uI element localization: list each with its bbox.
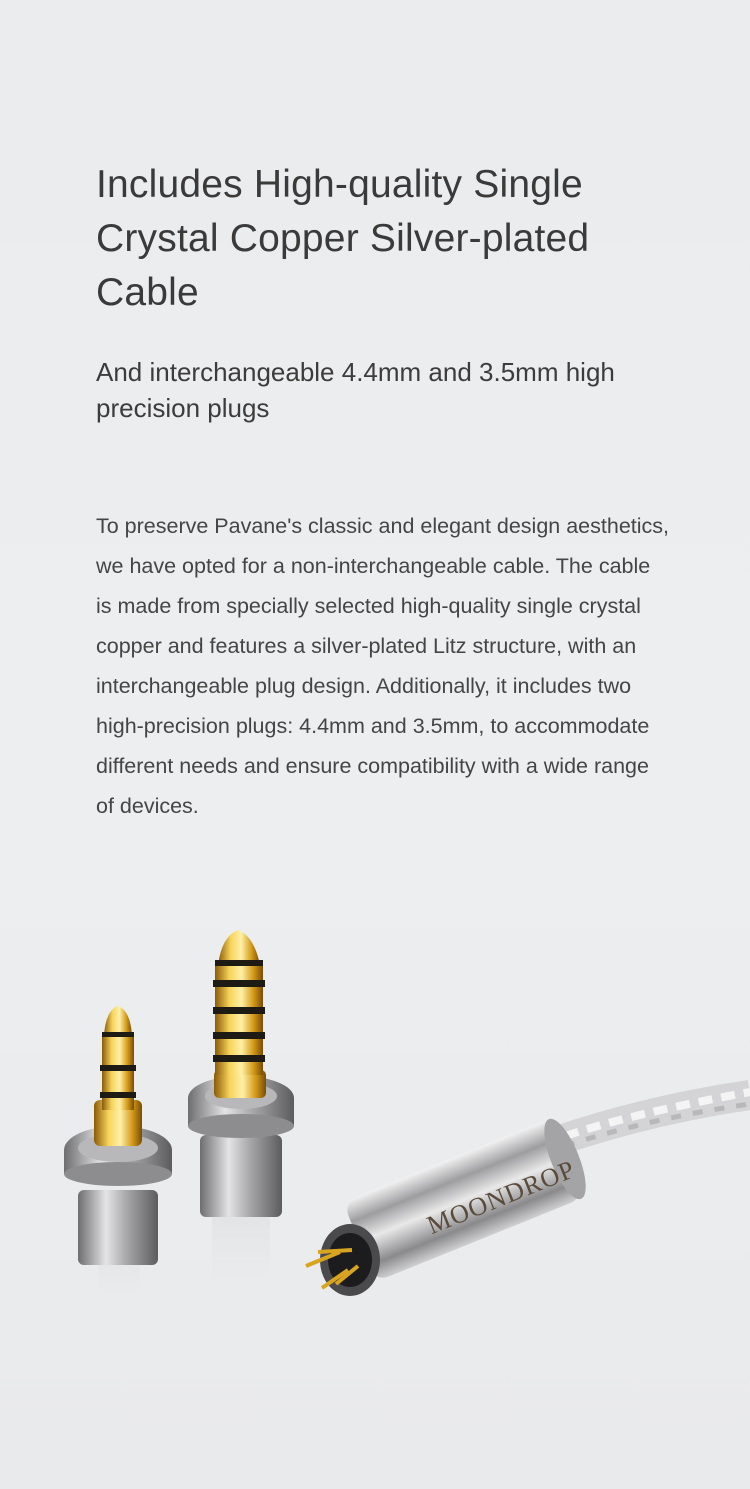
plug-3-5mm	[64, 1006, 172, 1310]
headline: Includes High-quality Single Crystal Copper Silver-plated Cable	[96, 163, 590, 314]
body-copy: To preserve Pavane's classic and elegant design aesthetics, we have opted for a non-interchangeable cable. The cable is made from specially selected high-quality single crystal copper and features a silver-plated Litz structure, with an interchangeable plug design. Additionally, it includes two high-precision plugs: 4.4mm and 3.5mm, to accommodate different needs and ensure compatibility with a wide range of devices.	[96, 514, 669, 818]
subheadline: And interchangeable 4.4mm and 3.5mm high precision plugs	[96, 357, 615, 423]
text-block	[96, 158, 671, 826]
brand-engraving: MOONDROP	[422, 1154, 580, 1240]
cable-connector	[306, 1092, 750, 1296]
plug-4-4mm	[188, 930, 294, 1310]
product-photo	[0, 900, 750, 1489]
